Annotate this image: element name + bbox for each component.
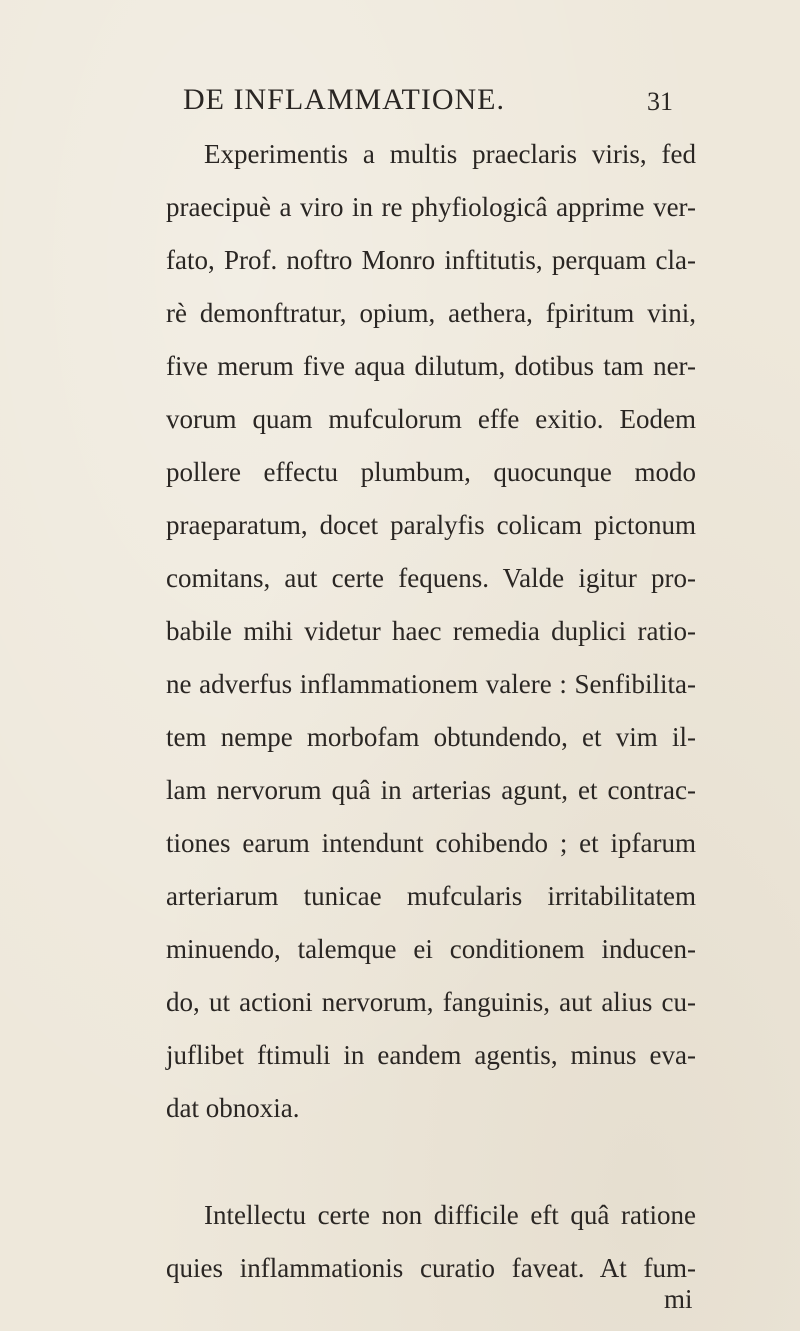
- text-line: Experimentis a multis praeclaris viris, fed: [204, 139, 696, 169]
- text-line: babile mihi videtur haec remedia duplici ratio-: [166, 616, 696, 646]
- paragraph-gap: [166, 1135, 696, 1189]
- paragraph: [166, 128, 696, 1135]
- text-line: pollere effectu plumbum, quocunque modo: [166, 457, 696, 487]
- text-line: fato, Prof. noftro Monro inftitutis, perquam cla-: [166, 245, 696, 275]
- text-line: ne adverfus inflammationem valere : Senfibilita-: [166, 669, 696, 699]
- text-line: rè demonftratur, opium, aethera, fpiritum vini,: [166, 298, 696, 328]
- text-line: five merum five aqua dilutum, dotibus tam ner-: [166, 351, 696, 381]
- paragraph: [166, 1189, 696, 1295]
- page-number: 31: [647, 87, 673, 116]
- running-title: DE INFLAMMATIONE.: [183, 83, 505, 116]
- body-text: [166, 128, 696, 1295]
- text-line: tiones earum intendunt cohibendo ; et ipfarum: [166, 828, 696, 858]
- text-line: praeparatum, docet paralyfis colicam pictonum: [166, 510, 696, 540]
- text-line: do, ut actioni nervorum, fanguinis, aut alius cu-: [166, 987, 696, 1017]
- text-line: vorum quam mufculorum effe exitio. Eodem: [166, 404, 696, 434]
- catchword: mi: [664, 1284, 693, 1314]
- text-line: comitans, aut certe fequens. Valde igitur pro-: [166, 563, 696, 593]
- text-line: minuendo, talemque ei conditionem inducen-: [166, 934, 696, 964]
- text-line: praecipuè a viro in re phyfiologicâ apprime ver-: [166, 192, 696, 222]
- text-line: Intellectu certe non difficile eft quâ ratione: [204, 1200, 696, 1230]
- page-header: [183, 83, 673, 123]
- text-line: tem nempe morbofam obtundendo, et vim il-: [166, 722, 696, 752]
- text-line: juflibet ftimuli in eandem agentis, minus eva-: [166, 1040, 696, 1070]
- text-line: arteriarum tunicae mufcularis irritabilitatem: [166, 881, 696, 911]
- text-line: lam nervorum quâ in arterias agunt, et contrac-: [166, 775, 696, 805]
- text-line: dat obnoxia.: [166, 1093, 300, 1123]
- text-line: quies inflammationis curatio faveat. At fum-: [166, 1253, 696, 1283]
